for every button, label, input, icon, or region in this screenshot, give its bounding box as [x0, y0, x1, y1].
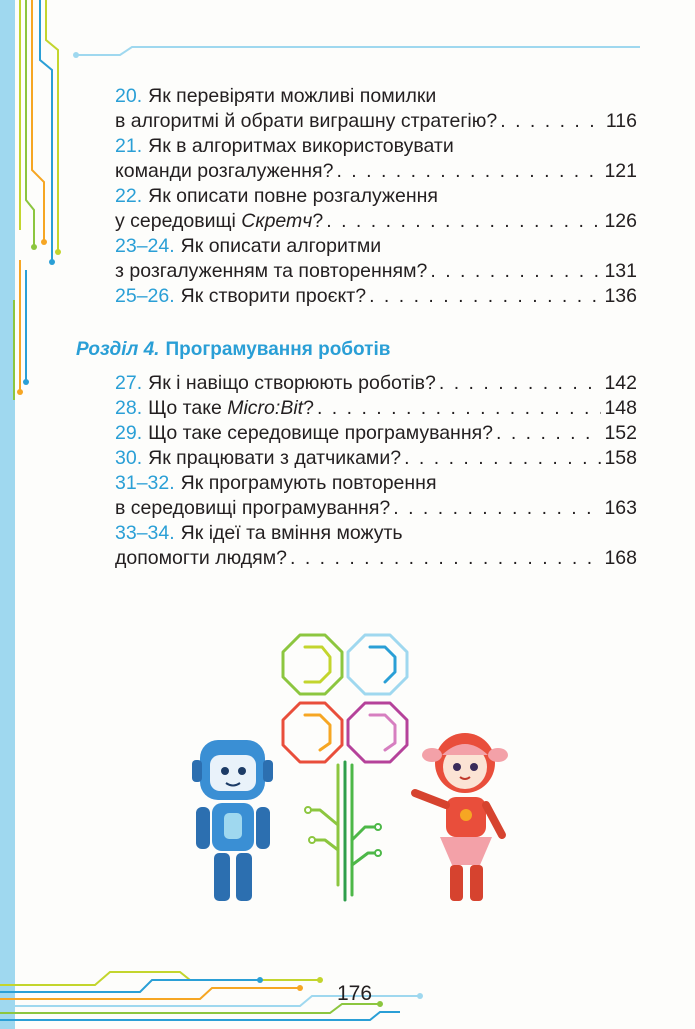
- circuit-flower: [283, 635, 407, 900]
- page-number: 176: [337, 982, 373, 1005]
- toc-page: 158: [604, 447, 637, 469]
- toc-entry-28[interactable]: [115, 396, 637, 421]
- leader-dots: [369, 284, 601, 309]
- toc-page: 142: [604, 372, 637, 394]
- leader-dots: [496, 421, 601, 446]
- leader-dots: [317, 396, 602, 421]
- section-label: Розділ 4.: [76, 339, 160, 360]
- toc-text: Що таке: [148, 397, 228, 419]
- toc-entry-29[interactable]: [115, 421, 637, 446]
- toc-entry-23-24[interactable]: [115, 234, 637, 284]
- toc-entry-30[interactable]: [115, 446, 637, 471]
- toc-text: Як перевіряти можливі помилки: [148, 85, 437, 107]
- toc-number: 29.: [115, 422, 143, 444]
- toc-text: Як працювати з датчиками?: [148, 447, 402, 469]
- leader-dots: [336, 159, 601, 184]
- toc-number: 22.: [115, 185, 143, 207]
- toc-page: 152: [604, 422, 637, 444]
- leader-dots: [290, 546, 601, 571]
- toc-number: 28.: [115, 397, 143, 419]
- toc-number: 25–26.: [115, 285, 175, 307]
- toc-number: 20.: [115, 85, 143, 107]
- toc-number: 21.: [115, 135, 143, 157]
- toc-page: 121: [604, 160, 637, 182]
- toc-number: 33–34.: [115, 522, 175, 544]
- toc-number: 30.: [115, 447, 143, 469]
- toc-page: 126: [604, 210, 637, 232]
- robots-illustration: [180, 615, 520, 915]
- toc-text: команди розгалуження?: [115, 160, 334, 182]
- red-robot: [415, 733, 508, 901]
- toc-page: 168: [604, 547, 637, 569]
- toc-text: в середовищі програмування?: [115, 497, 391, 519]
- leader-dots: [439, 371, 602, 396]
- toc-text: Як описати алгоритми: [180, 235, 382, 257]
- toc-page: 163: [604, 497, 637, 519]
- toc-text: Як програмують повторення: [180, 472, 437, 494]
- toc-entry-27[interactable]: [115, 371, 637, 396]
- leader-dots: [326, 209, 601, 234]
- toc-entry-21[interactable]: [115, 134, 637, 184]
- toc-number: 31–32.: [115, 472, 175, 494]
- toc-text: Як в алгоритмах використовувати: [148, 135, 454, 157]
- toc-text: з розгалуженням та повторенням?: [115, 260, 428, 282]
- toc-entry-20[interactable]: [115, 84, 637, 134]
- toc-text: Як створити проєкт?: [180, 285, 367, 307]
- toc-italic: Micro:Bit: [227, 397, 304, 419]
- leader-dots: [500, 109, 603, 134]
- leader-dots: [430, 259, 601, 284]
- toc-text-suffix: ?: [312, 210, 324, 232]
- toc-number: 27.: [115, 372, 143, 394]
- toc-page: 116: [605, 110, 637, 132]
- toc-entry-33-34[interactable]: [115, 521, 637, 571]
- section-heading: [76, 339, 390, 361]
- leader-dots: [393, 496, 601, 521]
- toc-page: 131: [604, 260, 637, 282]
- toc-text: в алгоритмі й обрати виграшну стратегію?: [115, 110, 498, 132]
- toc-page: 148: [604, 397, 637, 419]
- toc-italic: Скретч: [241, 210, 313, 232]
- blue-robot: [192, 740, 273, 901]
- toc-number: 23–24.: [115, 235, 175, 257]
- toc-text: допомогти людям?: [115, 547, 287, 569]
- section-title: Програмування роботів: [165, 339, 391, 360]
- toc-entry-25-26[interactable]: [115, 284, 637, 309]
- toc-entry-31-32[interactable]: [115, 471, 637, 521]
- toc-entry-22[interactable]: [115, 184, 637, 234]
- leader-dots: [404, 446, 601, 471]
- toc-text: Як ідеї та вміння можуть: [180, 522, 403, 544]
- toc-text: Як і навіщо створюють роботів?: [148, 372, 436, 394]
- toc-text-suffix: ?: [303, 397, 314, 419]
- toc-text: Що таке середовище програмування?: [148, 422, 493, 444]
- toc-text: у середовищі: [115, 210, 242, 232]
- toc-page: 136: [604, 285, 637, 307]
- toc-text: Як описати повне розгалуження: [148, 185, 438, 207]
